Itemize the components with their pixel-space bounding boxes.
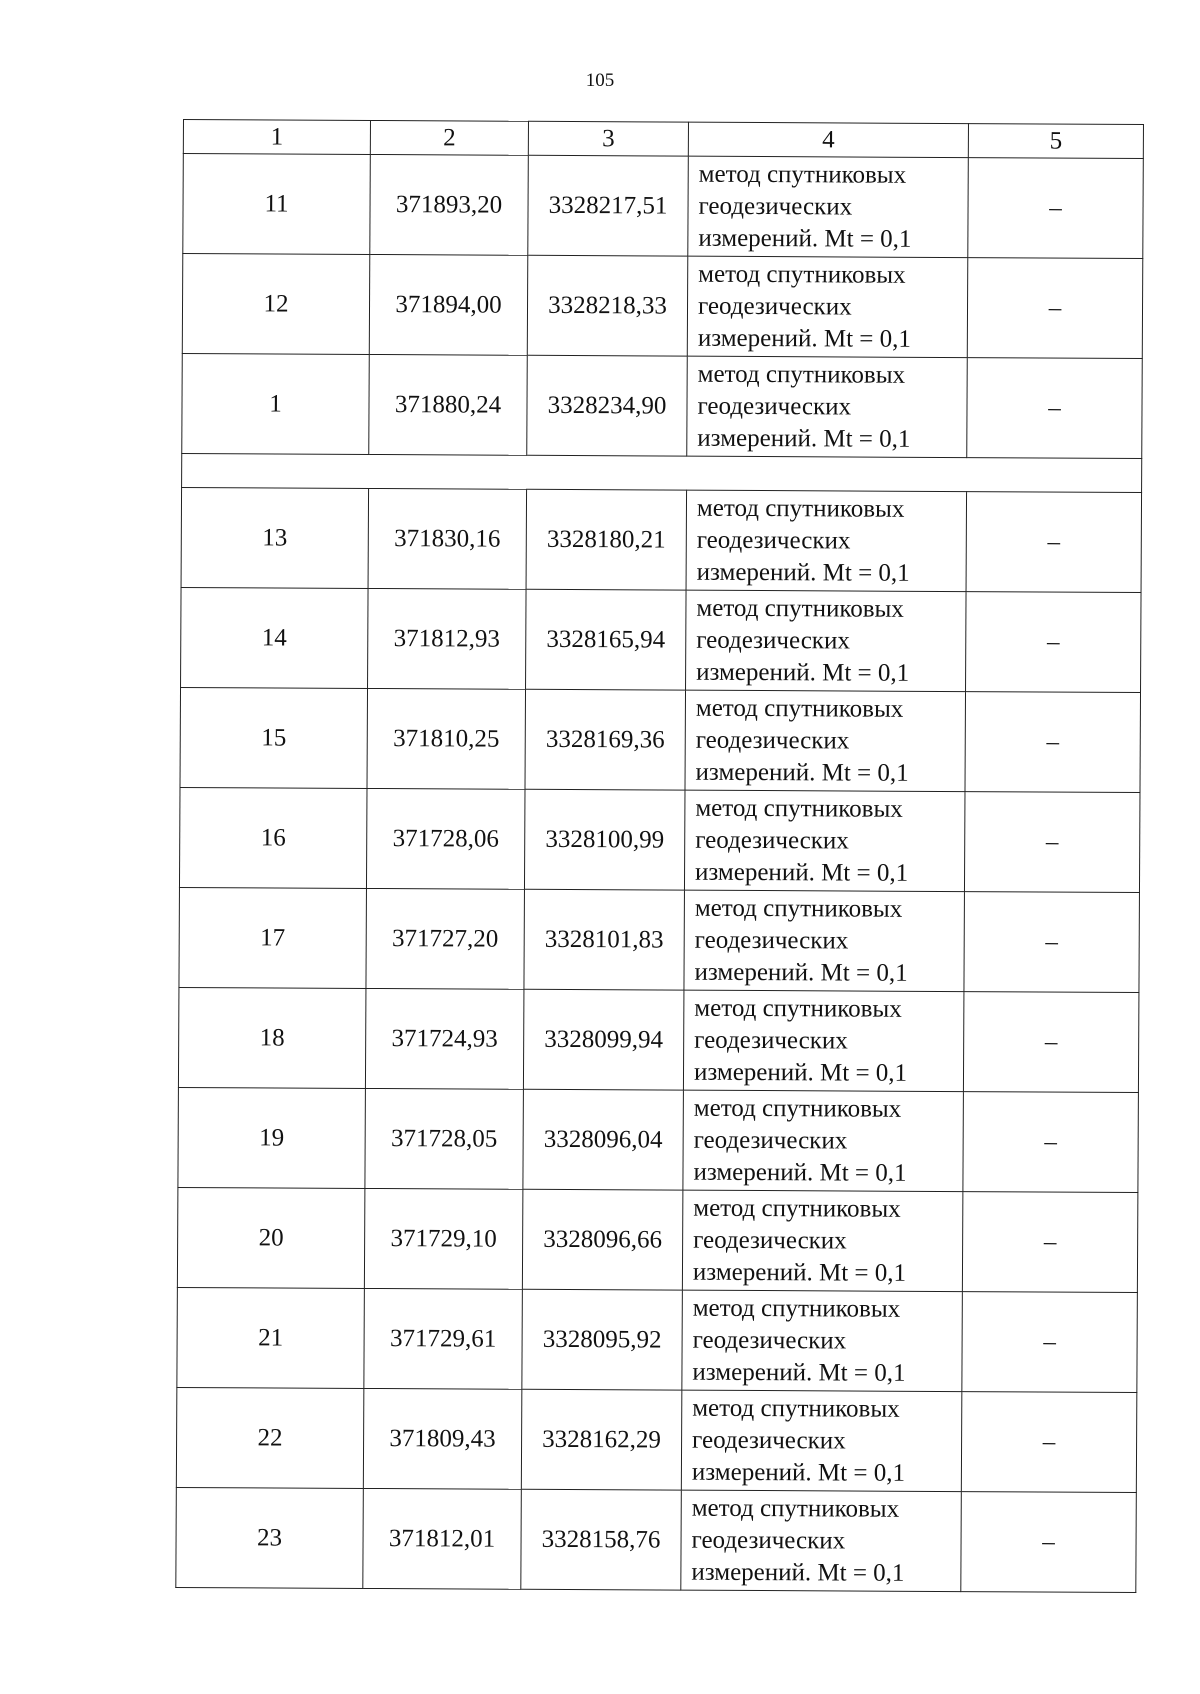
point-number-cell: 20 (177, 1187, 365, 1288)
method-cell: метод спутниковых геодезических измерений. Mt = 0,1 (685, 690, 966, 791)
point-number-cell: 23 (176, 1487, 364, 1588)
coord-x-cell: 371728,05 (365, 1088, 524, 1189)
table-row (181, 487, 1142, 592)
coord-x-cell: 371812,01 (363, 1488, 522, 1589)
method-cell: метод спутниковых геодезических измерений. Mt = 0,1 (681, 1490, 962, 1591)
coord-x-cell: 371809,43 (363, 1388, 522, 1489)
point-number-cell: 15 (180, 687, 368, 788)
note-cell: – (967, 258, 1143, 359)
coord-x-cell: 371893,20 (370, 154, 529, 255)
point-number-cell: 17 (179, 887, 367, 988)
coord-x-cell: 371729,61 (364, 1288, 523, 1389)
method-cell: метод спутниковых геодезических измерений. Mt = 0,1 (687, 356, 968, 457)
coord-y-cell: 3328096,04 (523, 1089, 684, 1190)
header-col-5: 5 (968, 124, 1143, 159)
header-col-1: 1 (183, 120, 370, 155)
coord-x-cell: 371812,93 (368, 588, 527, 689)
coord-x-cell: 371727,20 (366, 888, 525, 989)
note-cell: – (964, 792, 1140, 893)
note-cell: – (966, 492, 1142, 593)
coord-y-cell: 3328095,92 (522, 1289, 683, 1390)
table-row (176, 1387, 1137, 1492)
coord-y-cell: 3328162,29 (521, 1389, 682, 1490)
point-number-cell: 11 (183, 154, 371, 255)
point-number-cell: 13 (181, 487, 369, 588)
coord-y-cell: 3328165,94 (526, 589, 687, 690)
table-row (179, 787, 1140, 892)
coord-y-cell: 3328217,51 (528, 155, 689, 256)
coord-y-cell: 3328099,94 (523, 989, 684, 1090)
coord-x-cell: 371810,25 (367, 688, 526, 789)
coord-y-cell: 3328101,83 (524, 889, 685, 990)
table-row (177, 1187, 1138, 1292)
coord-y-cell: 3328158,76 (521, 1489, 682, 1590)
page-number: 105 (585, 70, 615, 91)
method-cell: метод спутниковых геодезических измерений. Mt = 0,1 (683, 990, 964, 1091)
coord-y-cell: 3328169,36 (525, 689, 686, 790)
coord-x-cell: 371724,93 (365, 988, 524, 1089)
method-cell: метод спутниковых геодезических измерений. Mt = 0,1 (686, 490, 967, 591)
point-number-cell: 21 (177, 1287, 365, 1388)
coord-x-cell: 371830,16 (368, 488, 527, 589)
table-row (181, 587, 1142, 692)
header-col-4: 4 (688, 122, 968, 157)
coord-x-cell: 371729,10 (364, 1188, 523, 1289)
method-cell: метод спутниковых геодезических измерений. Mt = 0,1 (684, 890, 965, 991)
table-row (178, 987, 1139, 1092)
method-cell: метод спутниковых геодезических измерений. Mt = 0,1 (682, 1190, 963, 1291)
table-row (176, 1487, 1137, 1592)
note-cell: – (967, 358, 1143, 459)
coord-y-cell: 3328234,90 (527, 355, 688, 456)
point-number-cell: 16 (179, 787, 367, 888)
coord-y-cell: 3328218,33 (527, 255, 688, 356)
point-number-cell: 22 (176, 1387, 364, 1488)
table-row (183, 154, 1144, 259)
point-number-cell: 18 (178, 987, 366, 1088)
note-cell: – (962, 1292, 1138, 1393)
note-cell: – (964, 892, 1140, 993)
method-cell: метод спутниковых геодезических измерений. Mt = 0,1 (686, 590, 967, 691)
coord-y-cell: 3328096,66 (522, 1189, 683, 1290)
note-cell: – (966, 592, 1142, 693)
header-col-2: 2 (370, 120, 528, 155)
table-row (178, 1087, 1139, 1192)
method-cell: метод спутниковых геодезических измерений. Mt = 0,1 (687, 256, 968, 357)
point-number-cell: 19 (178, 1087, 366, 1188)
note-cell: – (963, 1092, 1139, 1193)
coord-x-cell: 371880,24 (369, 354, 528, 455)
method-cell: метод спутниковых геодезических измерений. Mt = 0,1 (684, 790, 965, 891)
table-row (182, 353, 1143, 458)
table-row (179, 887, 1140, 992)
coord-y-cell: 3328100,99 (524, 789, 685, 890)
section-separator-cell (182, 453, 1142, 492)
note-cell: – (962, 1192, 1138, 1293)
coord-x-cell: 371728,06 (366, 788, 525, 889)
coord-y-cell: 3328180,21 (526, 489, 687, 590)
table-row (182, 254, 1143, 359)
point-number-cell: 12 (182, 254, 370, 355)
note-cell: – (963, 992, 1139, 1093)
note-cell: – (968, 158, 1144, 259)
note-cell: – (965, 692, 1141, 793)
method-cell: метод спутниковых геодезических измерений. Mt = 0,1 (681, 1390, 962, 1491)
coord-x-cell: 371894,00 (369, 254, 528, 355)
method-cell: метод спутниковых геодезических измерений. Mt = 0,1 (682, 1290, 963, 1391)
coordinates-table (175, 119, 1144, 1593)
table-row (177, 1287, 1138, 1392)
note-cell: – (961, 1392, 1137, 1493)
point-number-cell: 14 (181, 587, 369, 688)
section-separator-row (182, 453, 1142, 492)
note-cell: – (961, 1492, 1137, 1593)
method-cell: метод спутниковых геодезических измерений. Mt = 0,1 (683, 1090, 964, 1191)
point-number-cell: 1 (182, 353, 370, 454)
header-col-3: 3 (528, 121, 688, 156)
table-row (180, 687, 1141, 792)
method-cell: метод спутниковых геодезических измерений. Mt = 0,1 (688, 156, 969, 257)
table-header-row (183, 120, 1143, 159)
